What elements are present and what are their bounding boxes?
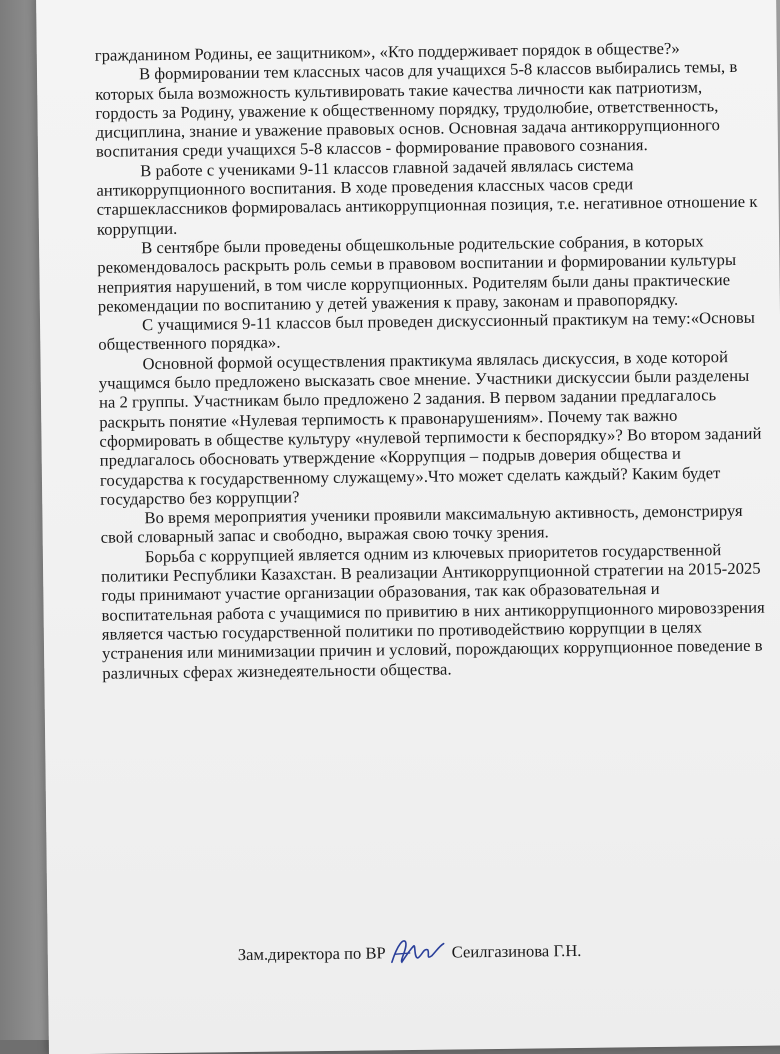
- paragraph-7: Во время мероприятия ученики проявили максимальную активность, демонстрируя свой словарный запас и свободно, выражая свою точку зрения.: [100, 501, 743, 548]
- paragraph-6: Основной формой осуществления практикума являлась дискуссия, в ходе которой учащимся было предложено высказать свое мнение. Участники дискуссии были разделены на 2 группы. Участникам было предложено 2 задания. В первом задании предлагалось раскрыть понятие «Нулевая терпимость к правонарушениям». Почему так важно сформировать в обществе культуру «нулевой терпимости к беспорядку»? Во втором заданий предлагалось обосновать утверждение «Коррупция – подрыв доверия общества и государства к государственному служащему».Что может сделать каждый? Каким будет государство без коррупции?: [98, 346, 762, 509]
- signature-line: [238, 932, 758, 972]
- paragraph-1: гражданином Родины, ее защитником», «Кто поддерживает порядок в обществе?»: [94, 38, 680, 65]
- paragraph-2: В формировании тем классных часов для учащихся 5-8 классов выбирались темы, в которых была возможность культивировать такие качества личности как патриотизм, гордость за Родину, уважение к общественному порядку, трудолюбие, ответственность, дисциплина, знание и уважение правовых основ. Основная задача антикоррупционного воспитания среди учащихся 5-8 классов - формирование правового сознания.: [95, 57, 738, 162]
- paragraph-3: В работе с учениками 9-11 классов главной задачей являлась система антикоррупционного воспитания. В ходе проведения классных часов среди старшеклассников формировалась антикоррупционная позиция, т.е. негативное отношение к коррупции.: [96, 155, 758, 239]
- handwritten-signature-icon: [387, 936, 449, 971]
- signature-name: Сеилгазинова Г.Н.: [451, 940, 582, 962]
- document-body: [95, 38, 771, 683]
- paragraph-8: Борьба с коррупцией является одним из ключевых приоритетов государственной политики Республики Казахстан. В реализации Антикоррупционной стратегии на 2015-2025 годы принимают участие организации образования, так как образовательная и воспитательная работа с учащимися по привитию в них антикоррупционного мировоззрения является частью государственной политики по противодействию коррупции в целях устранения или минимизации причин и условий, порождающих коррупционное поведение в различных сферах жизнедеятельности общества.: [101, 539, 765, 683]
- paragraph-5: С учащимися 9-11 классов был проведен дискуссионный практикум на тему:«Основы общественного порядка».: [98, 307, 756, 355]
- paragraph-4: В сентябре были проведены общешкольные родительские собрания, в которых рекомендовалось раскрыть роль семьи в правовом воспитании и формировании культуры неприятия нарушений, в том числе коррупционных. Родителям были даны практические рекомендации по воспитанию у детей уважения к праву, законам и правопорядку.: [97, 231, 737, 316]
- signature-position: Зам.директора по ВР: [237, 943, 386, 965]
- paper-sheet: [36, 0, 780, 1054]
